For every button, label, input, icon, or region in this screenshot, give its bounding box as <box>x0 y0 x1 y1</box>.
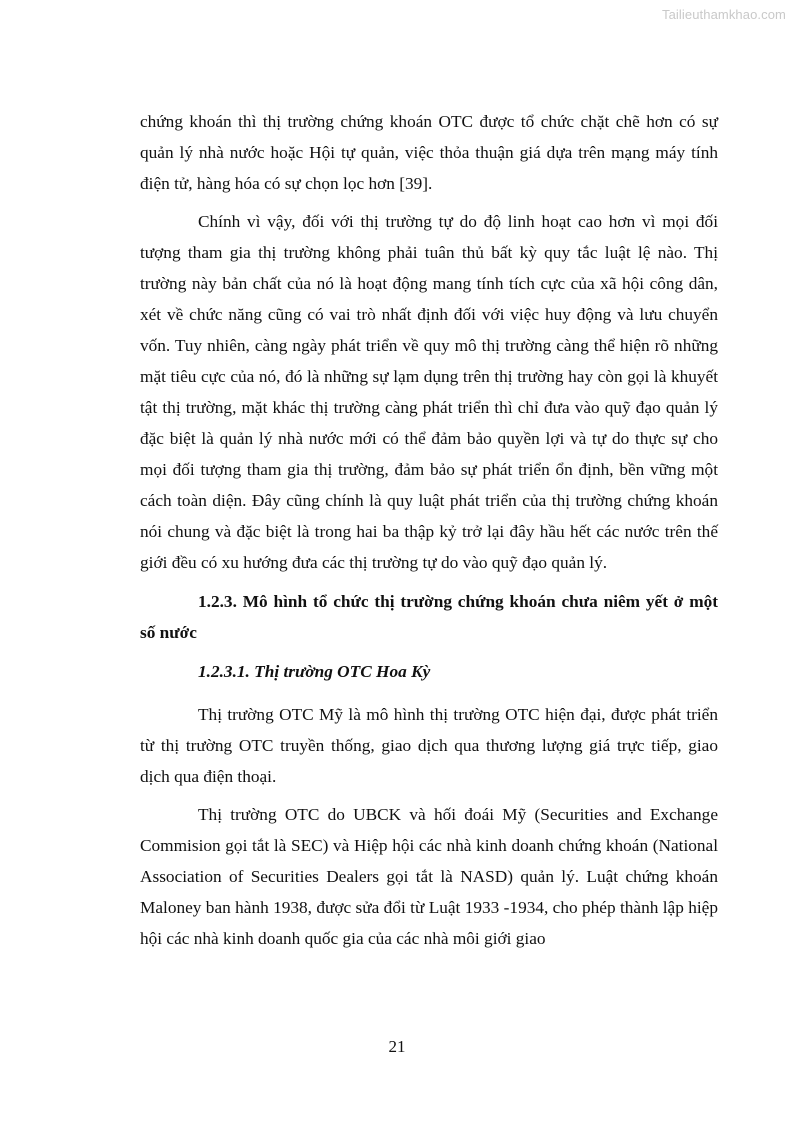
page-number: 21 <box>388 1037 406 1056</box>
paragraph-us-otc-model: Thị trường OTC Mỹ là mô hình thị trường OTC hiện đại, được phát triển từ thị trường OTC truyền thống, giao dịch qua thương lượng giá trực tiếp, giao dịch qua điện thoại. <box>140 705 718 786</box>
page-body <box>140 106 718 961</box>
section-heading: 1.2.3. Mô hình tổ chức thị trường chứng khoán chưa niêm yết ở một số nước <box>140 592 718 642</box>
paragraph-us-otc-regulation: Thị trường OTC do UBCK và hối đoái Mỹ (Securities and Exchange Commision gọi tắt là SEC) và Hiệp hội các nhà kinh doanh chứng khoán (National Association of Securities Dealers gọi tắt là NASD) quản lý. Luật chứng khoán Maloney ban hành 1938, được sửa đổi từ Luật 1933 -1934, cho phép thành lập hiệp hội các nhà kinh doanh quốc gia của các nhà môi giới giao <box>140 805 718 948</box>
subsection-heading: 1.2.3.1. Thị trường OTC Hoa Kỳ <box>198 662 431 681</box>
watermark-text: Tailieuthamkhao.com <box>661 7 786 22</box>
paragraph-free-market: Chính vì vậy, đối với thị trường tự do độ linh hoạt cao hơn vì mọi đối tượng tham gia thị trường không phải tuân thủ bất kỳ quy tắc luật lệ nào. Thị trường này bản chất của nó là hoạt động mang tính tích cực của xã hội công dân, xét về chức năng cũng có vai trò nhất định đối với việc huy động và lưu chuyển vốn. Tuy nhiên, càng ngày phát triển về quy mô thị trường càng thể hiện rõ những mặt tiêu cực của nó, đó là những sự lạm dụng trên thị trường hay còn gọi là khuyết tật thị trường, mặt khác thị trường càng phát triển thì chỉ đưa vào quỹ đạo quản lý đặc biệt là quản lý nhà nước mới có thể đảm bảo quyền lợi và tự do thực sự cho mọi đối tượng tham gia thị trường, đảm bảo sự phát triển ổn định, bền vững một cách toàn diện. Đây cũng chính là quy luật phát triển của thị trường chứng khoán nói chung và đặc biệt là trong hai ba thập kỷ trở lại đây hầu hết các nước trên thế giới đều có xu hướng đưa các thị trường tự do vào quỹ đạo quản lý. <box>140 212 718 572</box>
paragraph-continuation: chứng khoán thì thị trường chứng khoán OTC được tổ chức chặt chẽ hơn có sự quản lý nhà nước hoặc Hội tự quản, việc thỏa thuận giá dựa trên mạng máy tính điện tử, hàng hóa có sự chọn lọc hơn [39]. <box>140 112 718 193</box>
